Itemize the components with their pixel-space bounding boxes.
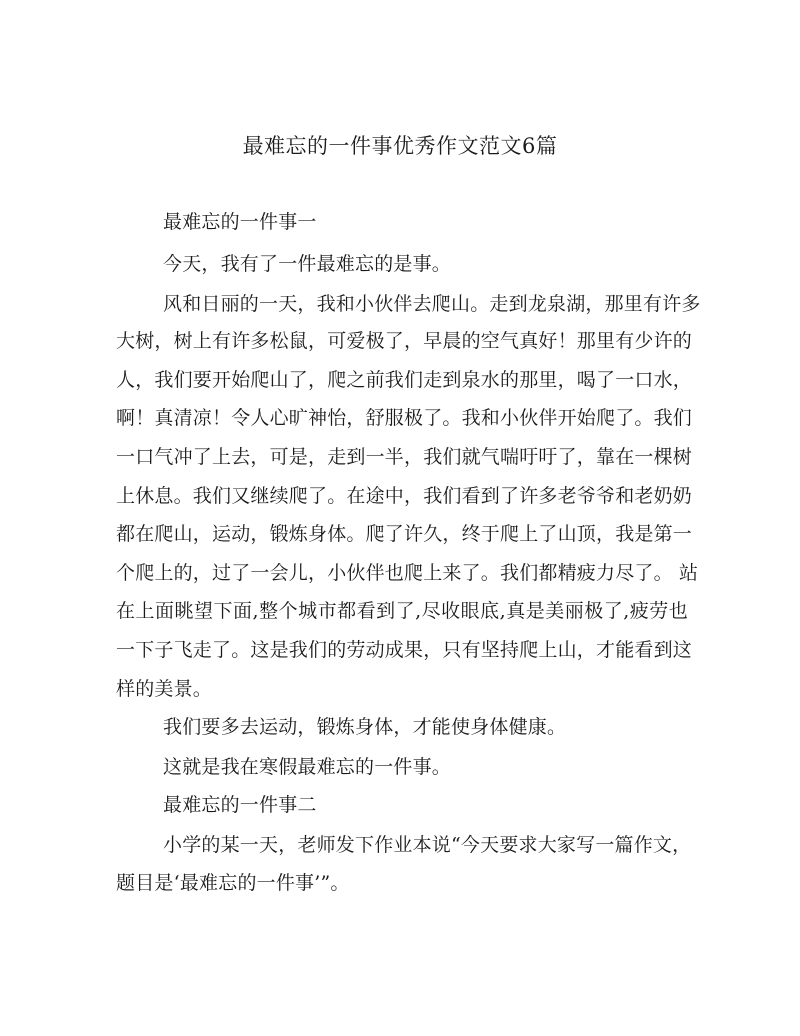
paragraph-line: 一下子飞走了。这是我们的劳动成果，只有坚持爬上山，才能看到这 [116,639,693,661]
paragraph-line: 今天，我有了一件最难忘的是事。 [163,253,452,275]
paragraph-line: 风和日丽的一天，我和小伙伴去爬山。走到龙泉湖，那里有许多 [163,293,701,315]
paragraph-line: 大树，树上有许多松鼠，可爱极了，早晨的空气真好！那里有少许的 [116,330,693,352]
paragraph-line: 都在爬山，运动，锻炼身体。爬了许久，终于爬上了山顶，我是第一 [116,523,693,545]
section-heading-2: 最难忘的一件事二 [163,794,317,816]
paragraph-line: 样的美景。 [116,678,213,700]
paragraph-line: 人，我们要开始爬山了，爬之前我们走到泉水的那里，喝了一口水， [116,369,693,391]
paragraph-line: 啊！真清凉！令人心旷神怡，舒服极了。我和小伙伴开始爬了。我们 [116,407,693,429]
paragraph-line: 小学的某一天，老师发下作业本说“今天要求大家写一篇作文， [163,834,692,856]
paragraph-line: 题目是‘最难忘的一件事’”。 [116,872,350,894]
paragraph-line: 个爬上的，过了一会儿，小伙伴也爬上来了。我们都精疲力尽了。 站 [116,562,699,584]
paragraph-line: 这就是我在寒假最难忘的一件事。 [163,756,452,778]
paragraph-line: 我们要多去运动，锻炼身体，才能使身体健康。 [163,716,567,738]
paragraph-line: 上休息。我们又继续爬了。在途中，我们看到了许多老爷爷和老奶奶 [116,485,693,507]
section-heading-1: 最难忘的一件事一 [163,211,317,233]
paragraph-line: 一口气冲了上去，可是，走到一半，我们就气喘吁吁了，靠在一棵树 [116,446,693,468]
document-title: 最难忘的一件事优秀作文范文6篇 [242,134,558,158]
paragraph-line: 在上面眺望下面,整个城市都看到了,尽收眼底,真是美丽极了,疲劳也 [116,600,688,622]
